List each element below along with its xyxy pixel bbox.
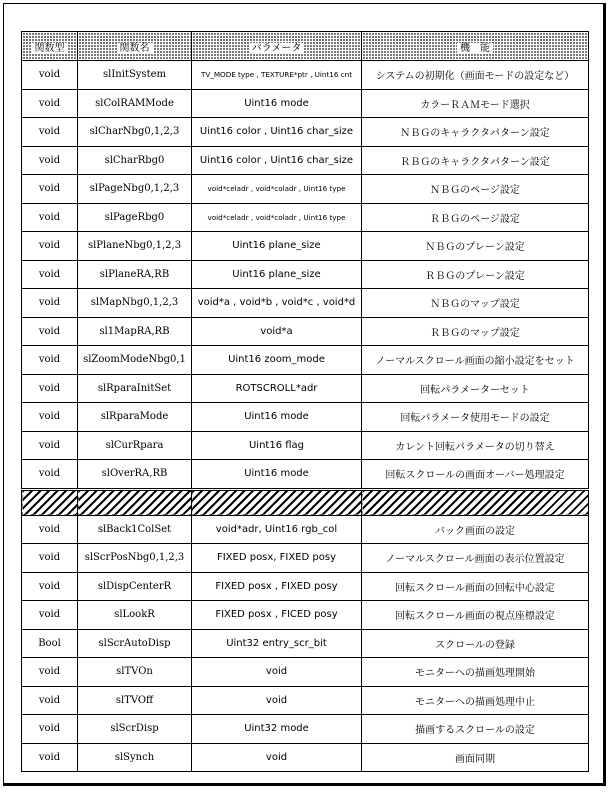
- table-row: [22, 629, 589, 658]
- name-cell: slRparaInitSet: [78, 374, 192, 403]
- func-cell: ＲＢＧのページ設定: [362, 203, 589, 232]
- type-cell: void: [22, 686, 78, 715]
- name-cell: slSynch: [78, 743, 192, 772]
- type-cell: void: [22, 715, 78, 744]
- name-cell: slOverRA,RB: [78, 460, 192, 490]
- param-cell: TV_MODE type , TEXTURE*ptr , Uint16 cnt: [192, 61, 362, 90]
- table-row: [22, 515, 589, 544]
- type-cell: void: [22, 403, 78, 432]
- func-cell: ＮＢＧのキャラクタパターン設定: [362, 118, 589, 147]
- type-cell: void: [22, 460, 78, 490]
- type-cell: void: [22, 601, 78, 630]
- hatched-separator-row: [22, 489, 589, 515]
- name-cell: slZoomModeNbg0,1: [78, 346, 192, 375]
- param-cell: FIXED posx , FICED posy: [192, 601, 362, 630]
- param-cell: Uint16 mode: [192, 460, 362, 490]
- type-cell: void: [22, 232, 78, 261]
- table-row: [22, 743, 589, 772]
- type-cell: void: [22, 544, 78, 573]
- name-cell: slPlaneRA,RB: [78, 260, 192, 289]
- table-row: [22, 431, 589, 460]
- func-cell: ＲＢＧのマップ設定: [362, 317, 589, 346]
- func-cell: 回転スクロール画面の回転中心設定: [362, 572, 589, 601]
- name-cell: slLookR: [78, 601, 192, 630]
- func-cell: モニターへの描画処理中止: [362, 686, 589, 715]
- table-row: [22, 175, 589, 204]
- table-row: [22, 232, 589, 261]
- func-cell: ノーマルスクロール画面の縮小設定をセット: [362, 346, 589, 375]
- table-row: [22, 460, 589, 490]
- name-cell: slScrAutoDisp: [78, 629, 192, 658]
- param-cell: void: [192, 743, 362, 772]
- param-cell: void*a: [192, 317, 362, 346]
- name-cell: slScrPosNbg0,1,2,3: [78, 544, 192, 573]
- func-cell: 画面同期: [362, 743, 589, 772]
- func-cell: 描画するスクロールの設定: [362, 715, 589, 744]
- table-row: [22, 715, 589, 744]
- name-cell: slMapNbg0,1,2,3: [78, 289, 192, 318]
- param-cell: Uint16 mode: [192, 89, 362, 118]
- table-row: [22, 203, 589, 232]
- name-cell: slBack1ColSet: [78, 515, 192, 544]
- type-cell: void: [22, 289, 78, 318]
- table-row: [22, 346, 589, 375]
- hatched-cell: [78, 489, 192, 515]
- type-cell: void: [22, 572, 78, 601]
- func-cell: 回転スクロールの画面オーバー処理設定: [362, 460, 589, 490]
- table-row: [22, 601, 589, 630]
- name-cell: slPageNbg0,1,2,3: [78, 175, 192, 204]
- function-table: [21, 31, 589, 772]
- param-cell: Uint16 plane_size: [192, 260, 362, 289]
- func-cell: システムの初期化（画面モードの設定など）: [362, 61, 589, 90]
- func-cell: 回転パラメーターセット: [362, 374, 589, 403]
- name-cell: slRparaMode: [78, 403, 192, 432]
- name-cell: sl1MapRA,RB: [78, 317, 192, 346]
- func-cell: ＮＢＧのマップ設定: [362, 289, 589, 318]
- type-cell: void: [22, 743, 78, 772]
- table-row: [22, 289, 589, 318]
- param-cell: Uint16 plane_size: [192, 232, 362, 261]
- header-func-label: 機 能: [457, 43, 493, 54]
- name-cell: slCharRbg0: [78, 146, 192, 175]
- header-name-label: 関数名: [117, 43, 153, 54]
- table-row: [22, 118, 589, 147]
- type-cell: void: [22, 61, 78, 90]
- header-func: [362, 32, 589, 61]
- func-cell: ＲＢＧのプレーン設定: [362, 260, 589, 289]
- type-cell: void: [22, 203, 78, 232]
- hatched-cell: [192, 489, 362, 515]
- type-cell: void: [22, 146, 78, 175]
- param-cell: Uint16 color , Uint16 char_size: [192, 146, 362, 175]
- table-row: [22, 374, 589, 403]
- name-cell: slCharNbg0,1,2,3: [78, 118, 192, 147]
- header-type-label: 関数型: [32, 43, 68, 54]
- param-cell: void*adr, Uint16 rgb_col: [192, 515, 362, 544]
- func-cell: 回転スクロール画面の視点座標設定: [362, 601, 589, 630]
- param-cell: Uint16 flag: [192, 431, 362, 460]
- type-cell: void: [22, 374, 78, 403]
- func-cell: ＲＢＧのキャラクタパターン設定: [362, 146, 589, 175]
- type-cell: void: [22, 175, 78, 204]
- table-row: [22, 658, 589, 687]
- param-cell: ROTSCROLL*adr: [192, 374, 362, 403]
- name-cell: slTVOn: [78, 658, 192, 687]
- type-cell: void: [22, 515, 78, 544]
- func-cell: ＮＢＧのプレーン設定: [362, 232, 589, 261]
- table-row: [22, 544, 589, 573]
- table-row: [22, 146, 589, 175]
- name-cell: slDispCenterR: [78, 572, 192, 601]
- table-row: [22, 61, 589, 90]
- name-cell: slTVOff: [78, 686, 192, 715]
- hatched-cell: [22, 489, 78, 515]
- header-type: [22, 32, 78, 61]
- param-cell: void*celadr , void*coladr , Uint16 type: [192, 203, 362, 232]
- type-cell: void: [22, 346, 78, 375]
- param-cell: Uint16 color , Uint16 char_size: [192, 118, 362, 147]
- func-cell: バック画面の設定: [362, 515, 589, 544]
- header-name: [78, 32, 192, 61]
- header-param: [192, 32, 362, 61]
- name-cell: slPageRbg0: [78, 203, 192, 232]
- func-cell: カレント回転パラメータの切り替え: [362, 431, 589, 460]
- name-cell: slInitSystem: [78, 61, 192, 90]
- type-cell: void: [22, 260, 78, 289]
- func-cell: ノーマルスクロール画面の表示位置設定: [362, 544, 589, 573]
- func-cell: スクロールの登録: [362, 629, 589, 658]
- func-cell: 回転パラメータ使用モードの設定: [362, 403, 589, 432]
- name-cell: slCurRpara: [78, 431, 192, 460]
- type-cell: void: [22, 89, 78, 118]
- name-cell: slPlaneNbg0,1,2,3: [78, 232, 192, 261]
- table-row: [22, 317, 589, 346]
- func-cell: カラーＲＡＭモード選択: [362, 89, 589, 118]
- param-cell: void: [192, 686, 362, 715]
- type-cell: void: [22, 118, 78, 147]
- type-cell: void: [22, 317, 78, 346]
- param-cell: void*celadr , void*coladr , Uint16 type: [192, 175, 362, 204]
- param-cell: Uint32 mode: [192, 715, 362, 744]
- name-cell: slColRAMMode: [78, 89, 192, 118]
- table-row: [22, 260, 589, 289]
- func-cell: ＮＢＧのページ設定: [362, 175, 589, 204]
- param-cell: void*a , void*b , void*c , void*d: [192, 289, 362, 318]
- name-cell: slScrDisp: [78, 715, 192, 744]
- table-header-row: [22, 32, 589, 61]
- table-row: [22, 686, 589, 715]
- param-cell: Uint16 mode: [192, 403, 362, 432]
- param-cell: Uint32 entry_scr_bit: [192, 629, 362, 658]
- param-cell: Uint16 zoom_mode: [192, 346, 362, 375]
- type-cell: Bool: [22, 629, 78, 658]
- param-cell: FIXED posx, FIXED posy: [192, 544, 362, 573]
- table-row: [22, 89, 589, 118]
- param-cell: FIXED posx , FIXED posy: [192, 572, 362, 601]
- table-row: [22, 403, 589, 432]
- type-cell: void: [22, 431, 78, 460]
- type-cell: void: [22, 658, 78, 687]
- header-param-label: パラメータ: [249, 43, 305, 54]
- table-row: [22, 572, 589, 601]
- param-cell: void: [192, 658, 362, 687]
- func-cell: モニターへの描画処理開始: [362, 658, 589, 687]
- hatched-cell: [362, 489, 589, 515]
